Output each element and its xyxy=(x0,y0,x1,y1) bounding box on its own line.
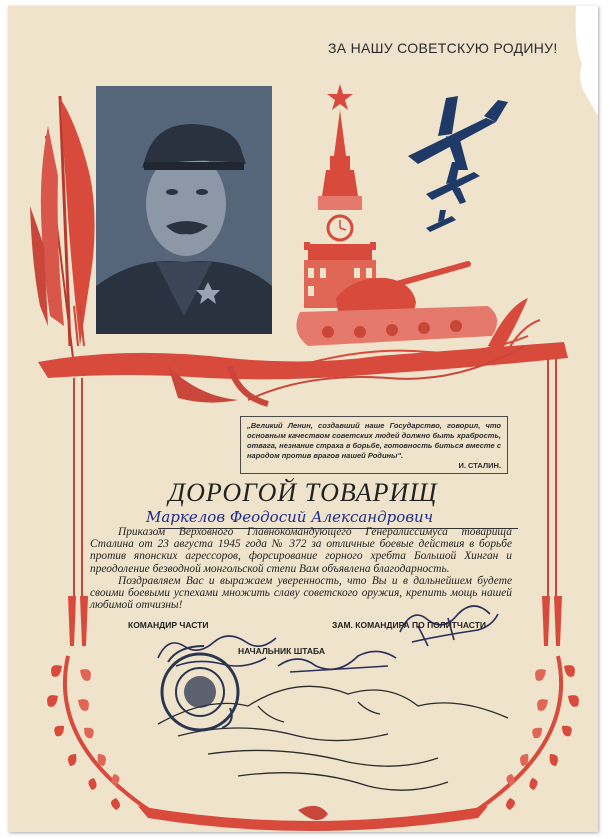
chief-of-staff-label: НАЧАЛЬНИК ШТАБА xyxy=(238,646,325,656)
commendation-sheet xyxy=(8,6,598,832)
left-flags xyxy=(30,96,95,366)
stalin-quote xyxy=(240,416,508,474)
recipient-name: Маркелов Феодосий Александрович xyxy=(146,508,434,526)
deputy-commander-label: ЗАМ. КОМАНДИРА ПО ПОЛИТЧАСТИ xyxy=(332,620,486,630)
commendation-text xyxy=(90,526,512,611)
kremlin-tower xyxy=(304,84,376,308)
quote-author: И. СТАЛИН. xyxy=(458,461,501,470)
leader-portrait xyxy=(96,86,272,334)
laurel-wreath xyxy=(47,656,579,831)
red-star-icon xyxy=(327,84,353,110)
torn-corner xyxy=(576,6,598,116)
greeting-heading: ДОРОГОЙ ТОВАРИЩ xyxy=(168,478,438,507)
signatures xyxy=(158,606,498,672)
plane-icon-small xyxy=(426,210,456,232)
quote-text: „Великий Ленин, создавший наше Государство, говорил, что основным качеством советских людей должно быть храбрость, отвага, незнание страха в борьбе, готовность биться вместе с народом против врагов нашей Родины". xyxy=(247,421,501,460)
order-paragraph: Приказом Верховного Главнокомандующего Генералиссимуса товарища Сталина от 23 августа 1945 года № 372 за отличные боевые действия в борьбе против японских агрессоров, форсирование горного хребта Большой Хинган и преодоление безводной монгольской степи Вам объявлена благодарность. xyxy=(90,526,512,575)
slogan: ЗА НАШУ СОВЕТСКУЮ РОДИНУ! xyxy=(328,40,558,56)
commander-label: КОМАНДИР ЧАСТИ xyxy=(128,620,209,630)
plane-icons xyxy=(408,96,508,232)
congratulation-paragraph: Поздравляем Вас и выражаем уверенность, что Вы и в дальнейшем будете своими боевыми успехами множить славу советского оружия, крепить мощь нашей любимой отчизны! xyxy=(90,574,512,612)
plane-icon-large xyxy=(408,96,508,170)
plane-icon-medium xyxy=(426,162,480,204)
official-stamp xyxy=(162,646,238,730)
